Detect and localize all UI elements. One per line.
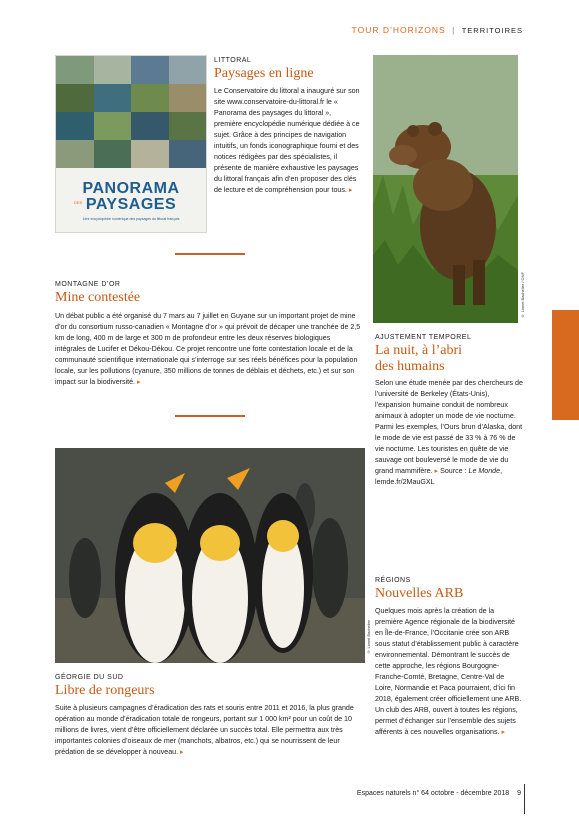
king-penguins-photo: [55, 448, 365, 663]
page-number: 9: [517, 790, 521, 797]
source-link[interactable]: , lemde.fr/2MauGXL: [375, 467, 503, 486]
bear-photo-credit: © Lionel Bachelier / ONF: [520, 272, 525, 319]
source-label: Source :: [440, 467, 467, 475]
penguins-illustration: [55, 448, 365, 663]
source-publication: Le Monde: [468, 467, 501, 475]
article5-title: Nouvelles ARB: [375, 586, 464, 601]
article5-kicker: RÉGIONS: [375, 577, 411, 584]
penguin-photo-credit: © Lionel Bachelier: [366, 620, 371, 655]
read-more-arrow-icon: ▸: [434, 467, 439, 475]
header-separator: |: [452, 25, 456, 35]
footer-publication: Espaces naturels n° 64 octobre - décembre 2018: [356, 790, 510, 797]
article1-text: Le Conservatoire du littoral a inauguré sur son site www.conservatoire-du-littoral.fr le « Panorama des paysages du littoral », première encyclopédie numérique dédiée à ce sujet. Grâce à des principes de navigation intuitifs, un fonds iconographique fourni et des notices rédigées par des spécialistes, il présente de manière exhaustive les paysages du littoral français afin d’en proposer des clés de lecture et de compréhension pour tous.: [214, 87, 360, 194]
cover-caption: 1ère encyclopédie numérique des paysages du littoral français: [82, 217, 180, 221]
article5-text: Quelques mois après la création de la première Agence régionale de la biodiversité en Île-de-France, l’Occitanie crée son ARB sous statut d’établissement public à caractère environnemental. Démontrant le succès de cette approche, les régions Bourgogne-Franche-Comté, Bretagne, Centre-Val de Loire, Normandie et Paca pourraient, d’ici fin 2018, également créer officiellement une ARB. Un club des ARB, ouvert à toutes les régions, permet d’échanger sur l’ensemble des sujets afférents à ces nouvelles organisations.: [375, 607, 522, 736]
article4-body: [55, 703, 363, 758]
article2-title: Mine contestée: [55, 290, 141, 305]
article2-kicker: MONTAGNE D’OR: [55, 281, 121, 288]
article2-body: [55, 311, 361, 388]
side-tab: [552, 310, 579, 420]
divider-rule: [175, 415, 245, 417]
page-footer: [357, 790, 521, 797]
article4-title: Libre de rongeurs: [55, 683, 155, 698]
read-more-arrow-icon: ▸: [501, 728, 506, 736]
read-more-arrow-icon: ▸: [348, 186, 353, 194]
panorama-cover-image: [55, 55, 207, 233]
article4-kicker: GÉORGIE DU SUD: [55, 674, 124, 681]
article3-kicker: AJUSTEMENT TEMPOREL: [375, 334, 472, 341]
article1-body: [214, 86, 360, 196]
section-header: [352, 25, 523, 35]
article2-text: Un débat public a été organisé du 7 mars au 7 juillet en Guyane sur un important projet de mine d’or du consortium russo-canadien « Montagne d’or » qui prévoit de décaper une tranchée de 2,5 km de long, 400 m de large et 300 m de profondeur entre les deux réserves biologiques intégrales de Lucifer et Dékou-Dékou. Ce projet rencontre une forte contestation locale et de la communauté scientifique internationale qui s’interroge sur ses réels bénéfices pour la population locale, sur les pollutions (cyanure, 350 millions de tonnes de déblais et déchets, etc.) et sur son impact sur la biodiversité.: [55, 312, 361, 386]
footer-rule: [524, 784, 525, 814]
cover-title-small: DES: [74, 200, 83, 205]
article5-body: [375, 606, 523, 738]
article3-title-line2: des humains: [375, 359, 445, 374]
read-more-arrow-icon: ▸: [137, 378, 141, 386]
brown-bear-photo: [373, 55, 518, 323]
article3-title-line1: La nuit, à l’abri: [375, 343, 463, 358]
landscape-mosaic: [56, 56, 206, 168]
divider-rule: [175, 253, 245, 255]
cover-title-line2: PAYSAGES: [85, 196, 177, 213]
bear-illustration: [373, 55, 518, 323]
cover-title-line1: PANORAMA: [82, 180, 180, 197]
article1-title: Paysages en ligne: [214, 66, 314, 81]
subsection-title: TERRITOIRES: [461, 26, 523, 35]
read-more-arrow-icon: ▸: [180, 748, 184, 756]
article3-body: [375, 378, 523, 488]
article1-kicker: LITTORAL: [214, 57, 252, 64]
section-title: TOUR D’HORIZONS: [351, 25, 446, 35]
article3-text: Selon une étude menée par des chercheurs de l’université de Berkeley (États-Unis), l’expansion humaine conduit de nombreux animaux à adopter un mode de vie nocturne. Parmi les exemples, l’Ours brun d’Alaska, dont le mode de vie est passé de 33 % à 76 % de vie nocturne. Les touristes en quête de vie sauvage ont bouleversé le mode de vie du grand mammifère.: [375, 379, 523, 475]
article4-text: Suite à plusieurs campagnes d’éradication des rats et souris entre 2011 et 2016, la plus grande opération au monde d’éradication totale de rongeurs, portant sur 1 000 km² pour un coût de 10 millions de livres, vient d’être officiellement déclarée un succès total. Elle permettra aux très importantes colonies d’oiseaux de mer (manchots, albatros, etc.) qui se nourrissent de leur prédation de se développer à nouveau.: [55, 704, 354, 756]
